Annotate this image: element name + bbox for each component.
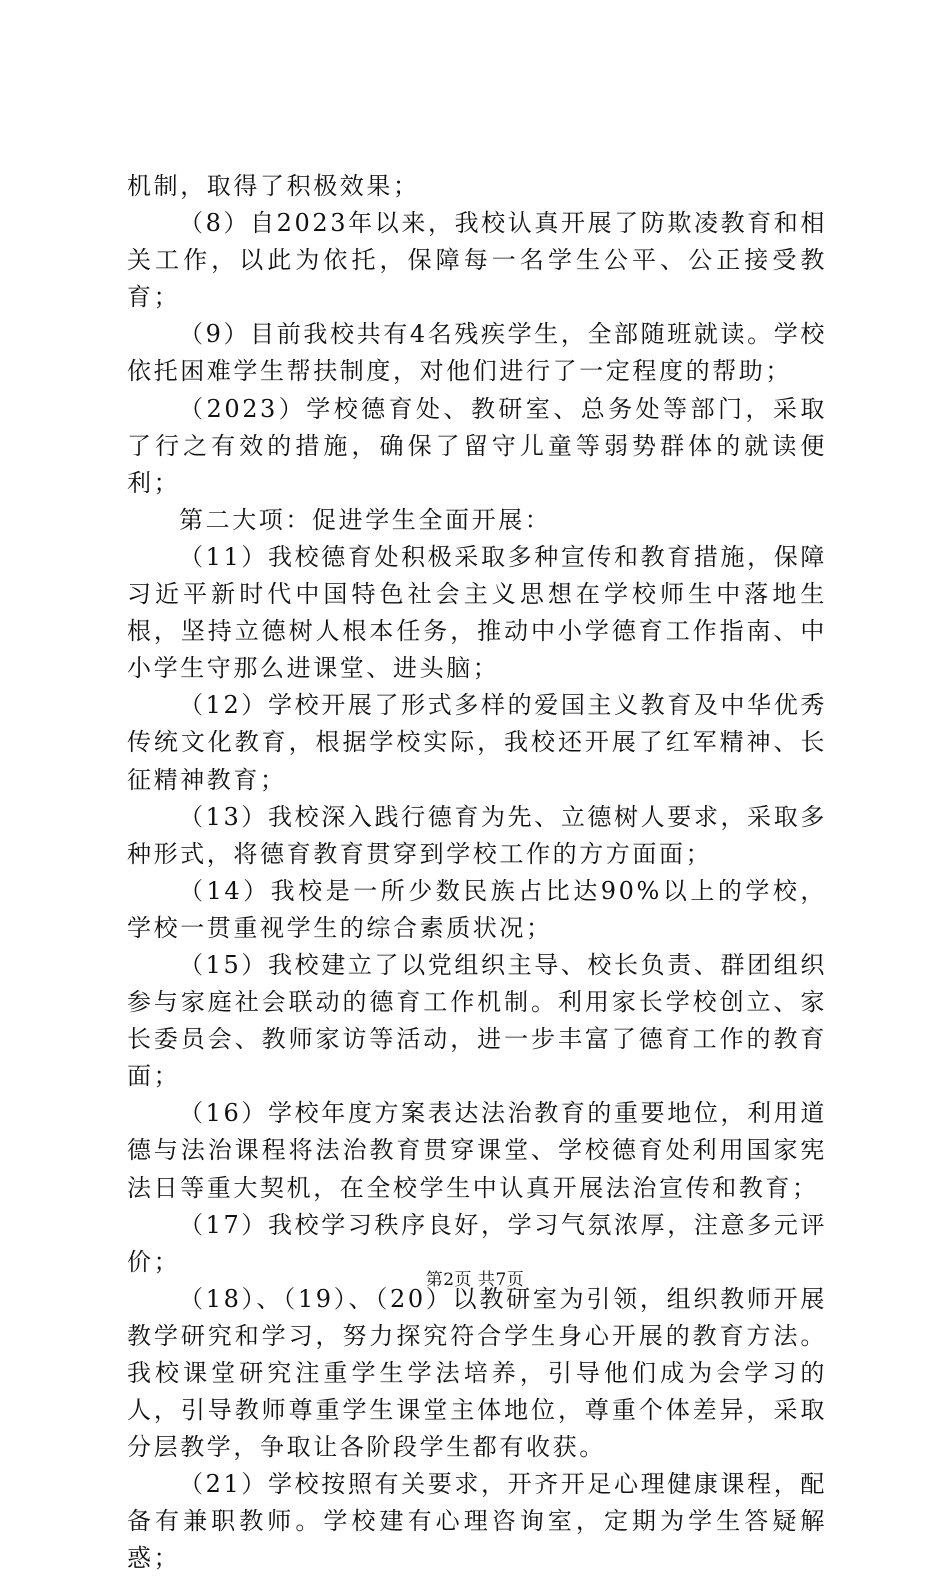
paragraph-item-12: （12）学校开展了形式多样的爱国主义教育及中华优秀传统文化教育，根据学校实际，我校还开展了红军精神、长征精神教育； xyxy=(127,691,827,794)
page-footer xyxy=(0,1265,950,1290)
paragraph-item-18-20: （18）、（19）、（20）以教研室为引领，组织教师开展教学研究和学习，努力探究符合学生身心开展的教育方法。我校课堂研究注重学生学法培养，引导他们成为会学习的人，引导教师尊重学生课堂主体地位，尊重个体差异，采取分层教学，争取让各阶段学生都有收获。 xyxy=(127,1284,827,1462)
paragraph-item-15: （15）我校建立了以党组织主导、校长负责、群团组织参与家庭社会联动的德育工作机制。利用家长学校创立、家长委员会、教师家访等活动，进一步丰富了德育工作的教育面； xyxy=(127,950,827,1091)
document-body xyxy=(127,168,827,1578)
paragraph-continuation: 机制，取得了积极效果； xyxy=(127,172,420,200)
paragraph-item-9: （9）目前我校共有4名残疾学生，全部随班就读。学校依托困难学生帮扶制度，对他们进行了一定程度的帮助； xyxy=(127,320,827,386)
paragraph-item-13: （13）我校深入践行德育为先、立德树人要求，采取多种形式，将德育教育贯穿到学校工作的方方面面； xyxy=(127,802,827,868)
paragraph-item-14: （14）我校是一所少数民族占比达90%以上的学校，学校一贯重视学生的综合素质状况； xyxy=(127,876,827,942)
paragraph-item-11: （11）我校德育处积极采取多种宣传和教育措施，保障习近平新时代中国特色社会主义思想在学校师生中落地生根，坚持立德树人根本任务，推动中小学德育工作指南、中小学生守那么进课堂、进头脑； xyxy=(127,542,827,683)
paragraph-item-8: （8）自2023年以来，我校认真开展了防欺凌教育和相关工作，以此为依托，保障每一名学生公平、公正接受教育； xyxy=(127,209,827,312)
paragraph-item-10: （2023）学校德育处、教研室、总务处等部门，采取了行之有效的措施，确保了留守儿童等弱势群体的就读便利； xyxy=(127,394,827,497)
paragraph-item-21: （21）学校按照有关要求，开齐开足心理健康课程，配备有兼职教师。学校建有心理咨询室，定期为学生答疑解惑； xyxy=(127,1470,827,1573)
paragraph-item-17: （17）我校学习秩序良好，学习气氛浓厚，注意多元评价； xyxy=(127,1210,827,1276)
section-heading: 第二大项：促进学生全面开展： xyxy=(179,505,552,534)
paragraph-item-16: （16）学校年度方案表达法治教育的重要地位，利用道德与法治课程将法治教育贯穿课堂、学校德育处利用国家宪法日等重大契机，在全校学生中认真开展法治宣传和教育； xyxy=(127,1099,827,1202)
page-number-label: 第2页 共7页 xyxy=(425,1270,525,1290)
